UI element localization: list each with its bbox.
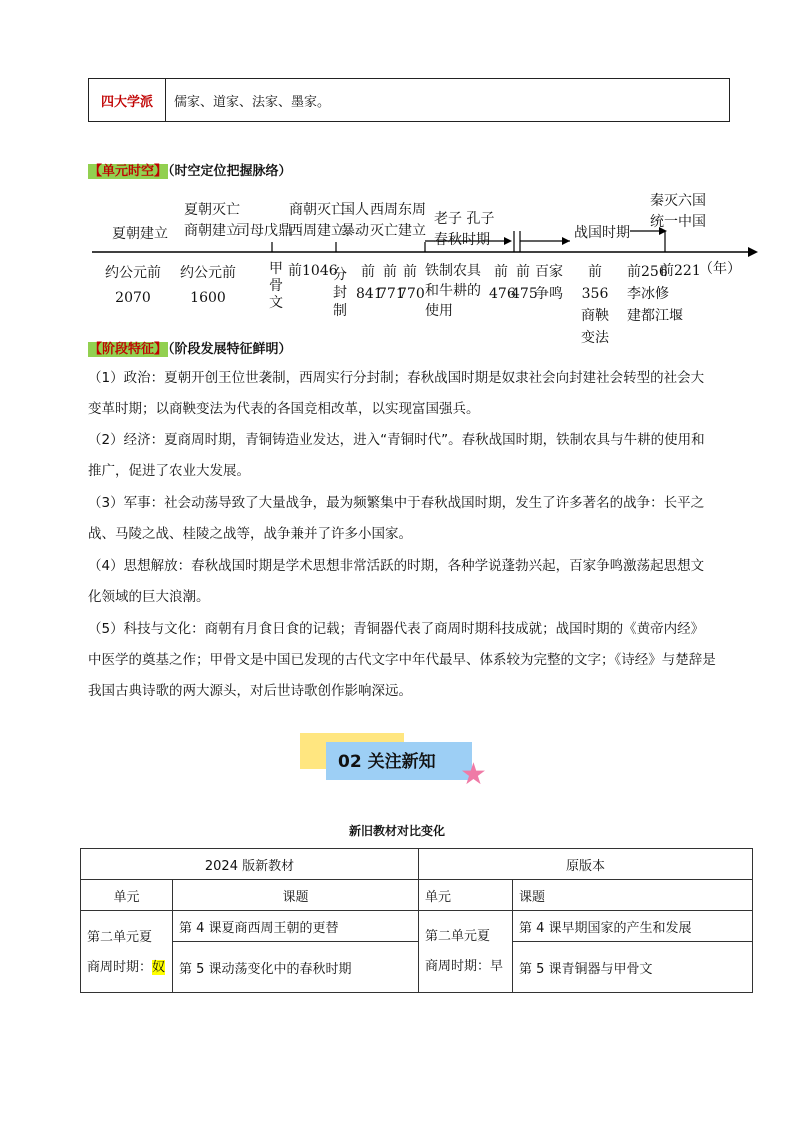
stage-military: （3）军事：社会动荡导致了大量战争，最为频繁集中于春秋战国时期，发生了许多著名的战争：长平之战、马陵之战、桂陵之战等，战争兼并了许多小国家。 — [88, 495, 705, 542]
date-1046: 前1046 — [288, 263, 338, 279]
event-eastern-zhou: 东周 建立 — [398, 202, 426, 239]
banner-title: 02 关注新知 — [338, 752, 436, 772]
warring-states-arrow — [562, 237, 570, 245]
date-2070: 约公元前 2070 — [105, 265, 161, 306]
event-xia-founded: 夏朝建立 — [112, 226, 168, 242]
date-1600: 约公元前 1600 — [180, 265, 236, 306]
spring-autumn-arrow — [504, 237, 512, 245]
old-unit-col-header: 单元 — [419, 880, 513, 911]
event-western-zhou-fall: 西周 灭亡 — [370, 202, 398, 239]
schools-value: 儒家、道家、法家、墨家。 — [174, 94, 331, 110]
stage-economy: （2）经济：夏商周时期，青铜铸造业发达，进入“青铜时代”。春秋战国时期，铁制农具与牛耕的使用和推广，促进了农业大发展。 — [88, 432, 705, 479]
event-guoren-uprising: 国人 暴动 — [341, 202, 369, 239]
iron-tools-oxen: 铁制农具 和牛耕的 使用 — [425, 263, 481, 319]
stage-thought: （4）思想解放：春秋战国时期是学术思想非常活跃的时期，各种学说蓬勃兴起，百家争鸣激荡起思想文化领域的巨大浪潮。 — [88, 558, 705, 605]
oracle-bone-script: 甲 骨 文 — [269, 261, 283, 311]
unit-timespace-note: （时空定位把握脉络） — [168, 164, 292, 179]
event-spring-autumn: 老子 孔子 春秋时期 — [434, 211, 495, 248]
compare-caption: 新旧教材对比变化 — [348, 824, 445, 838]
event-shang-fall: 商朝灭亡 西周建立 — [289, 202, 345, 239]
stage-politics: （1）政治：夏朝开创王位世袭制，西周实行分封制；春秋战国时期是奴隶社会向封建社会转型的社会大变革时期；以商鞅变法为代表的各国竞相改革，以实现富国强兵。 — [88, 370, 705, 417]
old-unit-cell: 第二单元夏 商周时期：早 — [419, 911, 513, 993]
star-icon: ★ — [460, 757, 487, 792]
compare-table — [80, 848, 753, 993]
old-lesson-col-header: 课题 — [513, 880, 753, 911]
date-256-li-bing: 前256 李冰修 建都江堰 — [627, 264, 683, 324]
old-lesson-4: 第 4 课早期国家的产生和发展 — [513, 911, 753, 942]
event-qin-unify: 秦灭六国 统一中国 — [650, 193, 706, 230]
stage-note: （阶段发展特征鲜明） — [168, 342, 292, 357]
old-lesson-5: 第 5 课青铜器与甲骨文 — [513, 942, 753, 993]
date-476: 前 476 — [489, 264, 516, 302]
date-841: 前 841 — [356, 264, 383, 302]
date-475: 前 475 — [511, 264, 538, 302]
stage-culture: （5）科技与文化：商朝有月食日食的记载；青铜器代表了商周时期科技成就；战国时期的《黄帝内经》中医学的奠基之作；甲骨文是中国已发现的古代文字中年代最早、体系较为完整的文字；《诗经》与楚辞是我国古典诗歌的两大源头，对后世诗歌创作影响深远。 — [88, 621, 716, 699]
enfeoffment-system: 分 封 制 — [333, 267, 347, 319]
date-356-shang-yang: 前356 商鞅 变法 — [581, 264, 609, 346]
new-lesson-4: 第 4 课夏商西周王朝的更替 — [173, 911, 419, 942]
date-221: 前221 — [660, 263, 701, 279]
schools-label: 四大学派 — [89, 79, 166, 121]
new-unit-cell: 第二单元夏 商周时期：奴 — [81, 911, 173, 993]
stage-tag: 【阶段特征】 — [89, 342, 168, 357]
event-simuwu-ding: 司母戊鼎 — [236, 223, 292, 239]
hundred-schools: 百家 争鸣 — [535, 264, 563, 302]
event-xia-fall: 夏朝灭亡 商朝建立 — [184, 202, 240, 239]
unit-timespace-tag: 【单元时空】 — [89, 164, 168, 179]
stage-heading — [88, 338, 292, 357]
year-unit: （年） — [699, 261, 741, 277]
old-edition-header: 原版本 — [419, 849, 753, 880]
timeline-axis-arrow — [748, 247, 758, 257]
new-lesson-5: 第 5 课动荡变化中的春秋时期 — [173, 942, 419, 993]
event-warring-states: 战国时期 — [574, 225, 630, 241]
date-771: 前 771 — [378, 264, 405, 302]
highlighted-char: 奴 — [152, 959, 166, 975]
new-lesson-col-header: 课题 — [173, 880, 419, 911]
new-edition-header: 2024 版新教材 — [81, 849, 419, 880]
new-unit-col-header: 单元 — [81, 880, 173, 911]
date-770: 前 770 — [398, 264, 425, 302]
